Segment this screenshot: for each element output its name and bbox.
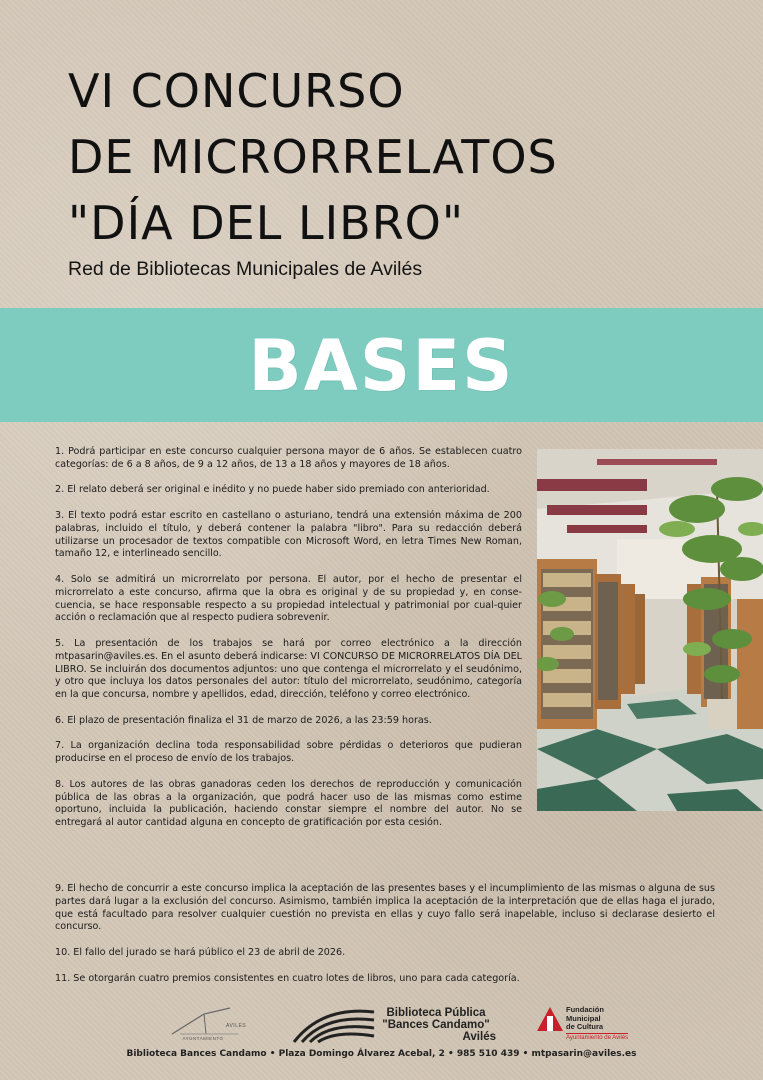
rule-5: 5. La presentación de los trabajos se hará por correo electrónico a la dirección mtpasarin@aviles.es. En el asunto deberá indicarse: VI CONCURSO DE MICRORRELATOS DÍA DEL LIBRO. Se incluirán dos documentos adjuntos: uno que contenga el microrrelato y el seudónimo, y otro que incluya los datos personales del autor: título del microrrelato, seudónimo, categoría en la que concursa, nombre y apellidos, edad, dirección, teléfono y correo electrónico.: [55, 637, 522, 701]
rules-list-wide: [55, 883, 715, 998]
library-photo: [537, 449, 763, 811]
rule-11: 11. Se otorgarán cuatro premios consistentes en cuatro lotes de libros, uno para cada categoría.: [55, 972, 520, 984]
biblioteca-line-1: Biblioteca Pública: [386, 1007, 486, 1019]
rules-list: [55, 446, 522, 843]
poster-title: [68, 58, 558, 256]
rule-9: 9. El hecho de concurrir a este concurso implica la aceptación de las presentes bases y el incumplimiento de las mismas o alguna de sus partes dará lugar a la exclusión del concurso. Asimismo, también implica la aceptación de la interpretación que de ellas haga el jurado, que está facultado para resolver cualquier cuestión no prevista en ellas y cuyo fallo será inapelable, incluso si declarase desierto el concurso.: [55, 883, 715, 933]
biblioteca-line-2: "Bances Candamo": [382, 1019, 490, 1031]
rule-6: 6. El plazo de presentación finaliza el 31 de marzo de 2026, a las 23:59 horas.: [55, 714, 432, 726]
biblioteca-logo-icon: [292, 1004, 376, 1044]
title-line-3: "DÍA DEL LIBRO": [68, 196, 465, 250]
fundacion-line-1: Fundación: [566, 1005, 604, 1014]
aviles-small-label: AVILÉS: [226, 1023, 247, 1029]
rule-8: 8. Los autores de las obras ganadoras ceden los derechos de reproducción y comunicación pública de las obras a la organización, que podrá hacer uso de las mismas como estime oportuno, incluida la publicación, haciendo constar siempre el nombre del autor. No se entregará al autor cantidad alguna en concepto de gratificación por esta cesión.: [55, 778, 522, 829]
biblioteca-line-3: Avilés: [462, 1031, 496, 1043]
title-line-1: VI CONCURSO: [68, 64, 405, 118]
title-line-2: DE MICRORRELATOS: [68, 130, 558, 184]
fundacion-line-3: de Cultura: [566, 1022, 604, 1031]
rule-7: 7. La organización declina toda responsabilidad sobre pérdidas o deterioros que pudieran producirse en el proceso de envío de los trabajos.: [55, 740, 522, 765]
biblioteca-name: [376, 1007, 496, 1043]
rule-3: 3. El texto podrá estar escrito en castellano o asturiano, tendrá una extensión máxima de 200 palabras, incluido el título, y deberá contener la palabra "libro". Para su redacción deberá utilizarse un procesador de textos compatible con Microsoft Word, en letra Times New Roman, tamaño 12, e interlineado sencillo.: [55, 509, 522, 560]
fundacion-line-4: Ayuntamiento de Avilés: [566, 1034, 629, 1041]
fundacion-logo-icon: [536, 1006, 564, 1032]
rule-2: 2. El relato deberá ser original e inédito y no puede haber sido premiado con anterioridad.: [55, 484, 490, 496]
rule-1: 1. Podrá participar en este concurso cualquier persona mayor de 6 años. Se establecen cuatro categorías: de 6 a 8 años, de 9 a 12 años, de 13 a 18 años y mayores de 18 años.: [55, 446, 522, 470]
footer-contact: Biblioteca Bances Candamo • Plaza Domingo Álvarez Acebal, 2 • 985 510 439 • mtpasarin@aviles.es: [126, 1049, 637, 1059]
ayuntamiento-label: AYUNTAMIENTO: [182, 1036, 224, 1041]
rule-4: 4. Solo se admitirá un microrrelato por persona. El autor, por el hecho de presentar el microrrelato a este concurso, afirma que la obra es original y de su propiedad y, en conse-cuencia, se hace responsable respecto a su propiedad intelectual y patrimonial por cual-quier acción o reclamación que al respecto pudiera sobrevenir.: [55, 573, 522, 624]
bases-heading: BASES: [248, 325, 515, 407]
fundacion-name: [566, 1006, 628, 1042]
poster-subtitle: Red de Bibliotecas Municipales de Avilés: [68, 258, 423, 280]
rule-10: 10. El fallo del jurado se hará público el 23 de abril de 2026.: [55, 946, 346, 958]
fundacion-line-2: Municipal: [566, 1013, 601, 1023]
ayuntamiento-logo-icon: [170, 1006, 240, 1036]
